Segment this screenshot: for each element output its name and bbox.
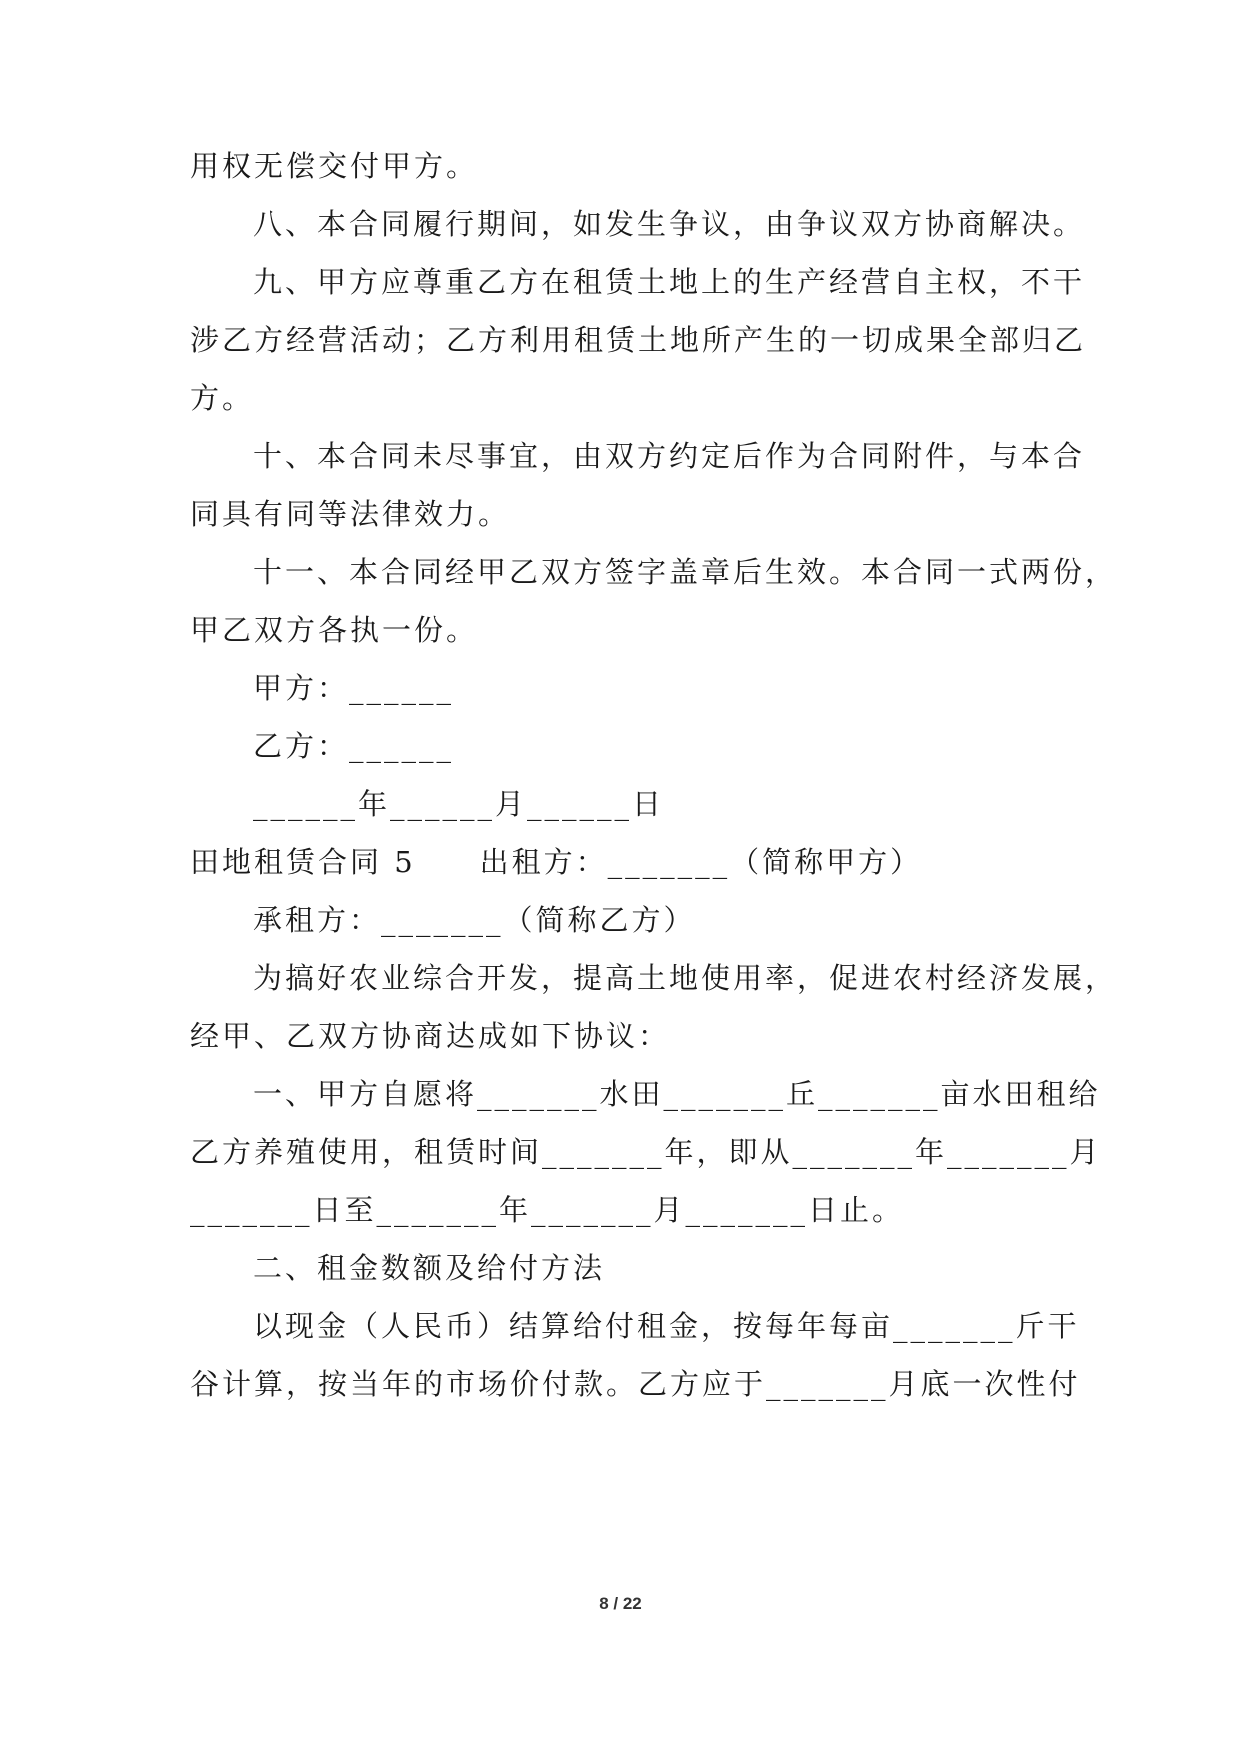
party-a-signature-line: 甲方：______ bbox=[253, 671, 455, 705]
text-line-17: 一、甲方自愿将_______水田_______丘_______亩水田租给 bbox=[253, 1077, 1101, 1111]
text-line-6: 十、本合同未尽事宜，由双方约定后作为合同附件，与本合 bbox=[253, 439, 1086, 473]
text-line-9: 甲乙双方各执一份。 bbox=[190, 613, 479, 647]
text-line-21: 以现金（人民币）结算给付租金，按每年每亩_______斤干 bbox=[253, 1309, 1080, 1343]
text-line-8: 十一、本合同经甲乙双方签字盖章后生效。本合同一式两份， bbox=[253, 555, 1118, 589]
text-line-4: 涉乙方经营活动；乙方利用租赁土地所产生的一切成果全部归乙 bbox=[190, 323, 1087, 357]
text-line-19: _______日至_______年_______月_______日止。 bbox=[190, 1193, 905, 1227]
lessee-line: 承租方：_______（简称乙方） bbox=[253, 903, 696, 937]
text-line-2: 八、本合同履行期间，如发生争议，由争议双方协商解决。 bbox=[253, 207, 1086, 241]
text-line-18: 乙方养殖使用，租赁时间_______年，即从_______年_______月 bbox=[190, 1135, 1102, 1169]
section-heading-rent: 二、租金数额及给付方法 bbox=[253, 1251, 606, 1285]
text-line-16: 经甲、乙双方协商达成如下协议： bbox=[190, 1019, 671, 1053]
contract-heading-line: 田地租赁合同 5 出租方：_______（简称甲方） bbox=[190, 845, 923, 879]
party-b-signature-line: 乙方：______ bbox=[253, 729, 455, 763]
text-line-5: 方。 bbox=[190, 381, 255, 415]
text-line-7: 同具有同等法律效力。 bbox=[190, 497, 511, 531]
text-line-1: 用权无偿交付甲方。 bbox=[190, 149, 479, 183]
date-line: ______年______月______日 bbox=[253, 787, 665, 821]
page-number: 8 / 22 bbox=[599, 1594, 642, 1613]
text-line-3: 九、甲方应尊重乙方在租赁土地上的生产经营自主权，不干 bbox=[253, 265, 1086, 299]
text-line-15: 为搞好农业综合开发，提高土地使用率，促进农村经济发展， bbox=[253, 961, 1118, 995]
text-line-22: 谷计算，按当年的市场价付款。乙方应于_______月底一次性付 bbox=[190, 1367, 1081, 1401]
